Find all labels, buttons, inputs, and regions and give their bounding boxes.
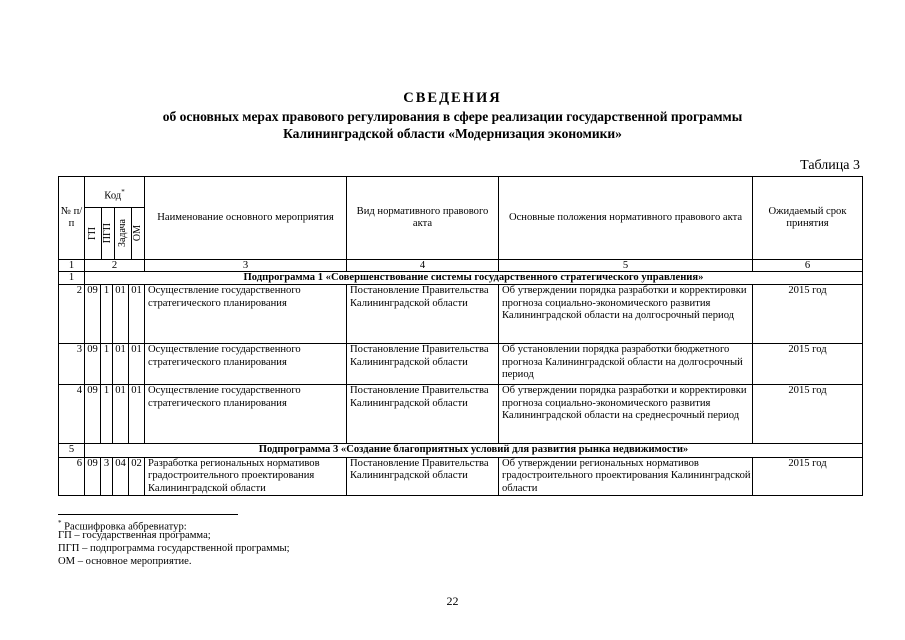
code-gp: 09 [85,344,101,385]
table-row [59,457,863,495]
footnote-line: ГП – государственная программа; [58,530,211,541]
measure-name: Осуществление государственного стратегического планирования [145,385,347,444]
measure-name: Разработка региональных нормативов градостроительного проектирования Калининградской области [145,457,347,495]
row-num: 1 [59,272,85,285]
footnote-line: ОМ – основное мероприятие. [58,556,192,567]
row-num: 5 [59,444,85,457]
kod-gp: ГП [85,208,102,259]
row-num: 4 [59,385,85,444]
deadline: 2015 год [753,344,863,385]
section-row [59,272,863,285]
col-number: 3 [145,260,347,272]
col-header-measure: Наименование основного мероприятия [145,177,347,260]
page-number: 22 [446,594,459,608]
document-subtitle-2: Калининградской области «Модернизация экономики» [283,126,622,141]
footnote-title: * Расшифровка аббревиатур: [58,519,187,533]
row-num: 2 [59,285,85,344]
measures-table [58,176,863,496]
code-om: 01 [129,344,145,385]
code-pgp: 1 [101,285,113,344]
code-task: 01 [113,385,129,444]
col-number: 4 [347,260,499,272]
document-subtitle: об основных мерах правового регулирования в сфере реализации государственной программы [162,109,743,124]
header-row [59,177,863,260]
act-provisions: Об утверждении региональных нормативов градостроительного проектирования Калининградской области [499,457,753,495]
act-type: Постановление Правительства Калининградской области [347,385,499,444]
act-type: Постановление Правительства Калининградской области [347,457,499,495]
kod-om: ОМ [132,225,143,242]
col-header-act-type: Вид нормативного правового акта [347,177,499,260]
col-number: 1 [59,260,85,272]
table-row [59,285,863,344]
col-header-provisions: Основные положения нормативного правового акта [499,177,753,260]
table-row [59,344,863,385]
code-om: 02 [129,457,145,495]
column-number-row [59,260,863,272]
kod-task: Задача [115,208,132,259]
col-number: 5 [499,260,753,272]
section-title: Подпрограмма 1 «Совершенствование системы государственного стратегического управления» [85,272,863,285]
row-num: 6 [59,457,85,495]
deadline: 2015 год [753,285,863,344]
code-gp: 09 [85,457,101,495]
code-gp: 09 [85,385,101,444]
act-provisions: Об утверждении порядка разработки и корректировки прогноза социально-экономического развития Калининградской области на долгосрочный период [499,285,753,344]
act-provisions: Об установлении порядка разработки бюджетного прогноза Калининградской области на долгосрочный период [499,344,753,385]
measure-name: Осуществление государственного стратегического планирования [145,344,347,385]
act-type: Постановление Правительства Калининградской области [347,344,499,385]
code-pgp: 1 [101,344,113,385]
code-om: 01 [129,385,145,444]
col-number: 6 [753,260,863,272]
act-type: Постановление Правительства Калининградской области [347,285,499,344]
kod-pgp: ПГП [102,208,115,259]
section-row [59,444,863,457]
code-pgp: 1 [101,385,113,444]
table-row [59,385,863,444]
footnote-line: ПГП – подпрограмма государственной программы; [58,543,290,554]
col-number: 2 [85,260,145,272]
code-task: 01 [113,344,129,385]
act-provisions: Об утверждении порядка разработки и корректировки прогноза социально-экономического развития Калининградской области на среднесрочный период [499,385,753,444]
footnote-separator [58,514,238,515]
section-title: Подпрограмма 3 «Создание благоприятных условий для развития рынка недвижимости» [85,444,863,457]
deadline: 2015 год [753,457,863,495]
measure-name: Осуществление государственного стратегического планирования [145,285,347,344]
deadline: 2015 год [753,385,863,444]
code-task: 01 [113,285,129,344]
code-om: 01 [129,285,145,344]
code-task: 04 [113,457,129,495]
code-gp: 09 [85,285,101,344]
table-label: Таблица 3 [800,158,860,173]
col-header-deadline: Ожидаемый срок принятия [753,177,863,260]
code-pgp: 3 [101,457,113,495]
col-header-kod [85,177,145,260]
row-num: 3 [59,344,85,385]
kod-label: Код* [85,177,144,208]
col-header-num: № п/п [59,177,85,260]
document-title: СВЕДЕНИЯ [403,90,502,106]
